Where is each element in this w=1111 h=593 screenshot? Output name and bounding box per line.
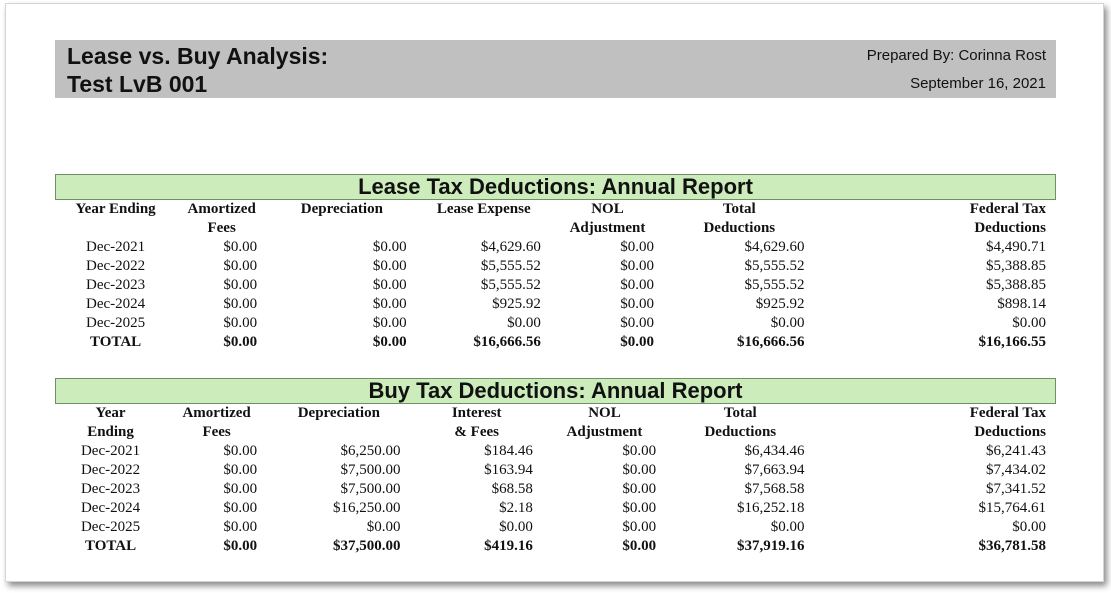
amount-cell: $0.00 bbox=[223, 258, 258, 274]
lease-column-header: Deductions bbox=[974, 220, 1046, 236]
amount-cell: $16,166.55 bbox=[978, 334, 1046, 350]
amount-cell: $2.18 bbox=[499, 500, 533, 516]
lease-header-row bbox=[55, 219, 1056, 238]
lease-column-header bbox=[417, 219, 551, 238]
amount-cell: $0.00 bbox=[223, 538, 258, 554]
report-header bbox=[55, 40, 1056, 98]
amount-cell: $0.00 bbox=[1012, 519, 1046, 535]
year-cell: Dec-2022 bbox=[80, 462, 141, 478]
amount-cell: $0.00 bbox=[223, 500, 258, 516]
lease-column-header: Federal Tax bbox=[969, 201, 1046, 217]
amount-cell: $68.58 bbox=[491, 481, 533, 497]
amount-cell: $0.00 bbox=[499, 519, 533, 535]
lease-column-header bbox=[267, 219, 416, 238]
amount-cell: $0.00 bbox=[223, 296, 258, 312]
amount-cell: $5,388.85 bbox=[986, 277, 1046, 293]
lease-table-row bbox=[55, 314, 1056, 333]
lease-column-header: Amortized bbox=[187, 201, 256, 217]
amount-cell: $5,388.85 bbox=[986, 258, 1046, 274]
amount-cell: $163.94 bbox=[484, 462, 533, 478]
buy-table-row bbox=[55, 499, 1056, 518]
buy-column-header bbox=[267, 423, 410, 442]
year-cell: Dec-2025 bbox=[86, 315, 146, 331]
amount-cell: $5,555.52 bbox=[480, 258, 541, 274]
lease-column-header: Total bbox=[722, 201, 756, 217]
amount-cell: $0.00 bbox=[223, 277, 258, 293]
amount-cell: $16,666.56 bbox=[473, 334, 541, 350]
year-cell: Dec-2024 bbox=[86, 296, 146, 312]
buy-column-header: NOL bbox=[588, 405, 621, 421]
amount-cell: $16,666.56 bbox=[737, 334, 805, 350]
amount-cell: $6,434.46 bbox=[744, 443, 805, 459]
amount-cell: $0.00 bbox=[372, 315, 407, 331]
amount-cell: $6,250.00 bbox=[340, 443, 401, 459]
amount-cell: $7,568.58 bbox=[744, 481, 805, 497]
lease-column-header: Adjustment bbox=[569, 220, 646, 236]
amount-cell: $7,341.52 bbox=[986, 481, 1046, 497]
amount-cell: $0.00 bbox=[372, 258, 407, 274]
buy-table bbox=[55, 404, 1056, 556]
amount-cell: $898.14 bbox=[997, 296, 1046, 312]
year-cell: Dec-2021 bbox=[80, 443, 141, 459]
buy-column-header: Depreciation bbox=[297, 405, 380, 421]
amount-cell: $7,500.00 bbox=[340, 462, 401, 478]
buy-column-header: Year bbox=[95, 405, 126, 421]
amount-cell: $0.00 bbox=[622, 443, 657, 459]
amount-cell: $4,629.60 bbox=[480, 239, 541, 255]
buy-header-row bbox=[55, 423, 1056, 442]
year-cell: Dec-2021 bbox=[86, 239, 146, 255]
amount-cell: $0.00 bbox=[223, 462, 258, 478]
buy-table-row bbox=[55, 518, 1056, 537]
lease-column-header: NOL bbox=[591, 201, 624, 217]
lease-table bbox=[55, 200, 1056, 352]
year-cell: Dec-2024 bbox=[80, 500, 141, 516]
buy-column-header: & Fees bbox=[454, 424, 499, 440]
amount-cell: $0.00 bbox=[223, 315, 258, 331]
lease-section-title: Lease Tax Deductions: Annual Report bbox=[55, 174, 1056, 200]
amount-cell: $36,781.58 bbox=[978, 538, 1046, 554]
buy-column-header: Amortized bbox=[182, 405, 251, 421]
amount-cell: $5,555.52 bbox=[744, 258, 805, 274]
amount-cell: $0.00 bbox=[507, 315, 541, 331]
lease-total-row bbox=[55, 333, 1056, 352]
buy-column-header: Fees bbox=[202, 424, 231, 440]
amount-cell: $7,500.00 bbox=[340, 481, 401, 497]
prepared-by: Prepared By: Corinna Rost bbox=[866, 47, 1046, 64]
year-cell: Dec-2025 bbox=[80, 519, 141, 535]
buy-column-header: Adjustment bbox=[566, 424, 643, 440]
report-page bbox=[5, 3, 1104, 582]
buy-column-header: Interest bbox=[451, 405, 502, 421]
amount-cell: $0.00 bbox=[366, 519, 401, 535]
amount-cell: $0.00 bbox=[620, 334, 655, 350]
buy-column-header: Deductions bbox=[974, 424, 1046, 440]
amount-cell: $4,629.60 bbox=[744, 239, 805, 255]
amount-cell: $419.16 bbox=[484, 538, 533, 554]
lease-column-header: Deductions bbox=[703, 220, 776, 236]
amount-cell: $0.00 bbox=[622, 519, 657, 535]
amount-cell: $0.00 bbox=[372, 334, 407, 350]
amount-cell: $16,250.00 bbox=[333, 500, 401, 516]
amount-cell: $7,434.02 bbox=[986, 462, 1046, 478]
lease-table-row bbox=[55, 276, 1056, 295]
report-title bbox=[67, 42, 328, 98]
lease-column-header: Lease Expense bbox=[436, 201, 531, 217]
amount-cell: $0.00 bbox=[620, 277, 655, 293]
year-cell: Dec-2023 bbox=[86, 277, 146, 293]
buy-table-row bbox=[55, 461, 1056, 480]
title-line-1: Lease vs. Buy Analysis: bbox=[67, 43, 329, 69]
year-cell: TOTAL bbox=[84, 538, 137, 554]
amount-cell: $0.00 bbox=[620, 296, 655, 312]
year-cell: TOTAL bbox=[90, 334, 142, 350]
amount-cell: $15,764.61 bbox=[978, 500, 1046, 516]
lease-column-header: Year Ending bbox=[75, 201, 156, 217]
amount-cell: $5,555.52 bbox=[480, 277, 541, 293]
year-cell: Dec-2022 bbox=[86, 258, 146, 274]
title-line-2: Test LvB 001 bbox=[67, 71, 208, 97]
amount-cell: $0.00 bbox=[620, 315, 655, 331]
year-cell: Dec-2023 bbox=[80, 481, 141, 497]
amount-cell: $5,555.52 bbox=[744, 277, 805, 293]
amount-cell: $0.00 bbox=[620, 239, 655, 255]
buy-column-header: Ending bbox=[87, 424, 134, 440]
lease-section bbox=[55, 174, 1056, 352]
buy-table-row bbox=[55, 480, 1056, 499]
amount-cell: $0.00 bbox=[372, 239, 407, 255]
buy-total-row bbox=[55, 537, 1056, 556]
lease-column-header bbox=[55, 219, 176, 238]
amount-cell: $7,663.94 bbox=[744, 462, 805, 478]
buy-header-row bbox=[55, 404, 1056, 423]
report-meta bbox=[867, 42, 1046, 98]
amount-cell: $0.00 bbox=[372, 296, 407, 312]
lease-table-row bbox=[55, 295, 1056, 314]
amount-cell: $0.00 bbox=[223, 443, 258, 459]
amount-cell: $0.00 bbox=[622, 462, 657, 478]
amount-cell: $0.00 bbox=[1012, 315, 1046, 331]
amount-cell: $37,500.00 bbox=[333, 538, 401, 554]
amount-cell: $0.00 bbox=[770, 315, 805, 331]
buy-table-row bbox=[55, 442, 1056, 461]
amount-cell: $0.00 bbox=[622, 500, 657, 516]
amount-cell: $0.00 bbox=[223, 519, 258, 535]
lease-column-header: Depreciation bbox=[300, 201, 383, 217]
lease-header-row bbox=[55, 200, 1056, 219]
amount-cell: $37,919.16 bbox=[737, 538, 805, 554]
amount-cell: $0.00 bbox=[770, 519, 805, 535]
amount-cell: $0.00 bbox=[622, 481, 657, 497]
amount-cell: $925.92 bbox=[492, 296, 541, 312]
lease-table-row bbox=[55, 257, 1056, 276]
amount-cell: $0.00 bbox=[223, 481, 258, 497]
amount-cell: $0.00 bbox=[622, 538, 657, 554]
amount-cell: $0.00 bbox=[620, 258, 655, 274]
lease-table-row bbox=[55, 238, 1056, 257]
lease-column-header: Fees bbox=[207, 220, 236, 236]
buy-column-header: Deductions bbox=[704, 424, 777, 440]
buy-column-header: Federal Tax bbox=[969, 405, 1046, 421]
amount-cell: $16,252.18 bbox=[737, 500, 805, 516]
amount-cell: $4,490.71 bbox=[986, 239, 1046, 255]
amount-cell: $925.92 bbox=[755, 296, 805, 312]
buy-section-title: Buy Tax Deductions: Annual Report bbox=[55, 378, 1056, 404]
report-date: September 16, 2021 bbox=[910, 75, 1046, 92]
amount-cell: $6,241.43 bbox=[986, 443, 1046, 459]
amount-cell: $0.00 bbox=[372, 277, 407, 293]
amount-cell: $0.00 bbox=[223, 239, 258, 255]
amount-cell: $184.46 bbox=[484, 443, 533, 459]
buy-column-header: Total bbox=[723, 405, 757, 421]
amount-cell: $0.00 bbox=[223, 334, 258, 350]
buy-section bbox=[55, 378, 1056, 556]
